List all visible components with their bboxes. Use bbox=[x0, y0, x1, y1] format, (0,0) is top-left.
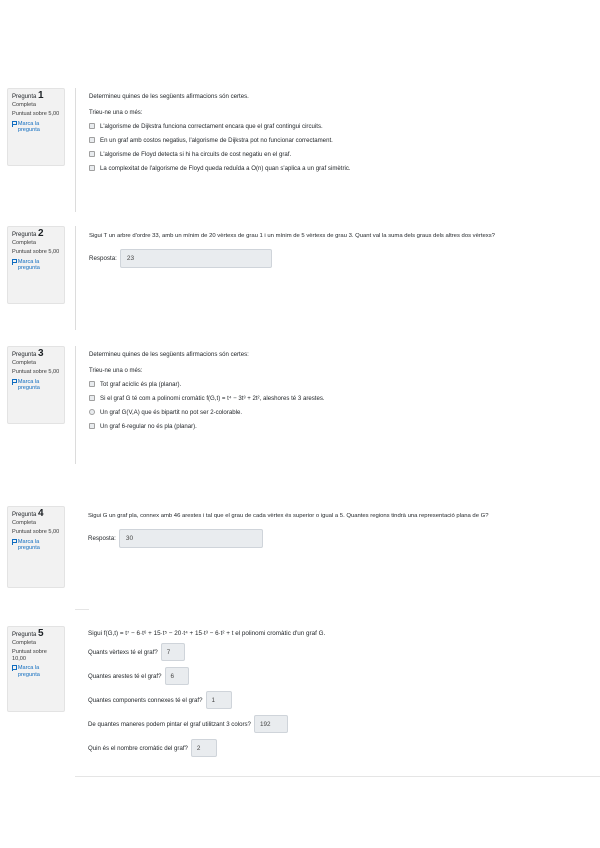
colorings-input[interactable]: 192 bbox=[254, 715, 288, 733]
flag-icon bbox=[12, 665, 16, 671]
flag-icon bbox=[12, 379, 16, 385]
option-3[interactable]: Un graf G(V,A) que és bipartit no pot ser 2-colorable. bbox=[89, 407, 600, 417]
answer-input[interactable]: 30 bbox=[119, 529, 263, 548]
option-2[interactable]: En un graf amb costos negatius, l'algorisme de Dijkstra pot no funcionar correctament. bbox=[89, 135, 600, 145]
flag-icon bbox=[12, 259, 16, 265]
vertices-input[interactable]: 7 bbox=[161, 643, 185, 661]
question-text: Sigui f(G,t) = t⁷ − 6·t⁶ + 15·t⁵ − 20·t⁴ + 15·t³ − 6·t² + t el polinomi cromàtic d'un graf G. bbox=[88, 630, 326, 637]
flag-question-link[interactable]: Marca la pregunta bbox=[12, 379, 61, 392]
question-title: Pregunta 4 bbox=[12, 508, 44, 519]
question-separator bbox=[75, 776, 600, 777]
subquestion-edges: Quantes arestes té el graf? 6 bbox=[88, 667, 600, 685]
answer-row bbox=[89, 249, 600, 268]
question-info bbox=[7, 88, 65, 166]
question-grade: Puntuat sobre 5,00 bbox=[12, 369, 60, 375]
question-state: Completa bbox=[12, 240, 36, 246]
question-info bbox=[7, 626, 65, 712]
option-1[interactable]: L'algorisme de Dijkstra funciona correctament encara que el graf contingui circuits. bbox=[89, 121, 600, 131]
question-content bbox=[75, 346, 600, 464]
answer-label: Resposta: bbox=[88, 535, 116, 542]
checkbox[interactable] bbox=[89, 381, 95, 387]
question-grade: Puntuat sobre 5,00 bbox=[12, 529, 60, 535]
flag-question-link[interactable]: Marca la pregunta bbox=[12, 665, 61, 678]
option-4[interactable]: Un graf 6-regular no és pla (planar). bbox=[89, 421, 600, 431]
question-text: Determineu quines de les següents afirmacions són certes. bbox=[89, 93, 249, 100]
flag-question-link[interactable]: Marca la pregunta bbox=[12, 121, 61, 134]
chromatic-number-input[interactable]: 2 bbox=[191, 739, 217, 757]
question-state: Completa bbox=[12, 360, 36, 366]
question-content bbox=[75, 626, 600, 776]
checkbox[interactable] bbox=[89, 409, 95, 415]
flag-icon bbox=[12, 121, 16, 127]
question-5 bbox=[7, 626, 600, 776]
subquestion-colorings: De quantes maneres podem pintar el graf utilitzant 3 colors? 192 bbox=[88, 715, 600, 733]
question-content bbox=[75, 506, 600, 602]
question-content bbox=[75, 88, 600, 212]
subquestion-vertices: Quants vèrtexs té el graf? 7 bbox=[88, 643, 600, 661]
question-2 bbox=[7, 226, 600, 330]
checkbox[interactable] bbox=[89, 423, 95, 429]
flag-question-link[interactable]: Marca la pregunta bbox=[12, 539, 61, 552]
question-title: Pregunta 2 bbox=[12, 228, 44, 239]
question-grade: Puntuat sobre 5,00 bbox=[12, 249, 60, 255]
option-3[interactable]: L'algorisme de Floyd detecta si hi ha circuits de cost negatiu en el graf. bbox=[89, 149, 600, 159]
answer-row bbox=[88, 529, 600, 548]
question-text: Sigui G un graf pla, connex amb 46 arestes i tal que el grau de cada vèrtex és superior o igual a 5. Quantes regions tindrà una representació plana de G? bbox=[88, 513, 489, 519]
question-text: Sigui T un arbre d'ordre 33, amb un mínim de 20 vèrtexs de grau 1 i un mínim de 5 vèrtexs de grau 3. Quant val la suma dels graus dels altres dos vèrtexs? bbox=[89, 233, 495, 239]
question-title: Pregunta 3 bbox=[12, 348, 44, 359]
question-info bbox=[7, 226, 65, 304]
answer-prompt: Trieu-ne una o més: bbox=[89, 110, 143, 116]
checkbox[interactable] bbox=[89, 123, 95, 129]
components-input[interactable]: 1 bbox=[206, 691, 232, 709]
checkbox[interactable] bbox=[89, 137, 95, 143]
question-3 bbox=[7, 346, 600, 464]
option-2[interactable]: Si el graf G té com a polinomi cromàtic f(G,t) = t⁴ − 3t³ + 2t², aleshores té 3 arestes. bbox=[89, 393, 600, 403]
question-text: Determineu quines de les següents afirmacions són certes: bbox=[89, 351, 249, 358]
question-grade: Puntuat sobre 10,00 bbox=[12, 649, 47, 662]
question-content bbox=[75, 226, 600, 330]
question-4 bbox=[7, 506, 600, 602]
answer-label: Resposta: bbox=[89, 255, 117, 262]
flag-question-link[interactable]: Marca la pregunta bbox=[12, 259, 61, 272]
question-state: Completa bbox=[12, 640, 36, 646]
question-grade: Puntuat sobre 5,00 bbox=[12, 111, 60, 117]
answer-prompt: Trieu-ne una o més: bbox=[89, 368, 143, 374]
flag-icon bbox=[12, 539, 16, 545]
subquestion-chromatic-number: Quin és el nombre cromàtic del graf? 2 bbox=[88, 739, 600, 757]
subquestion-components: Quantes components connexes té el graf? 1 bbox=[88, 691, 600, 709]
option-4[interactable]: La complexitat de l'algorisme de Floyd queda reduïda a O(n) quan s'aplica a un graf simètric. bbox=[89, 163, 600, 173]
option-1[interactable]: Tot graf acíclic és pla (planar). bbox=[89, 379, 600, 389]
checkbox[interactable] bbox=[89, 151, 95, 157]
answer-input[interactable]: 23 bbox=[120, 249, 272, 268]
checkbox[interactable] bbox=[89, 395, 95, 401]
question-state: Completa bbox=[12, 520, 36, 526]
question-info bbox=[7, 506, 65, 588]
question-title: Pregunta 1 bbox=[12, 90, 44, 101]
checkbox[interactable] bbox=[89, 165, 95, 171]
question-title: Pregunta 5 bbox=[12, 628, 44, 639]
edges-input[interactable]: 6 bbox=[165, 667, 189, 685]
question-separator bbox=[75, 609, 89, 610]
question-state: Completa bbox=[12, 102, 36, 108]
question-info bbox=[7, 346, 65, 424]
question-1 bbox=[7, 88, 600, 212]
